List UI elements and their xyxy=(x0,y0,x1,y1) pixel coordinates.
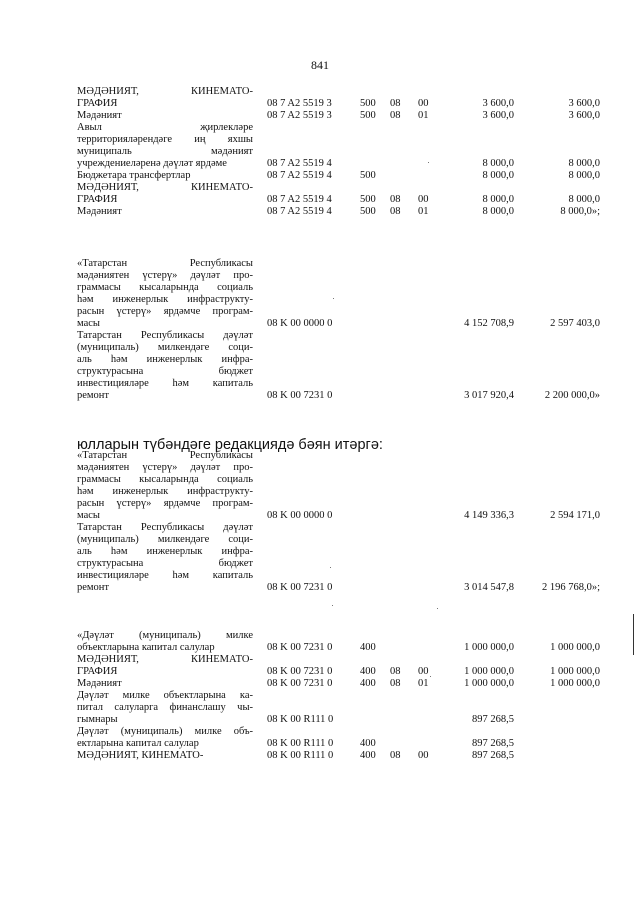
row-name-line: Татарстан Республикасы дәүләт xyxy=(77,522,253,533)
scan-speck xyxy=(428,162,429,163)
row-expense-type: 400 xyxy=(360,750,376,761)
row-expense-type: 400 xyxy=(360,678,376,689)
row-name-line: расын үстерү» ярдәмче програм- xyxy=(77,306,253,317)
row-section: 08 xyxy=(390,666,401,677)
row-name-line: (муниципаль) милкендәге соци- xyxy=(77,342,253,353)
row-name-line: Татарстан Республикасы дәүләт xyxy=(77,330,253,341)
row-name-line: учреждениеләренә дәүләт ярдәме xyxy=(77,158,227,169)
row-name-line: Авыл җирлекләре xyxy=(77,122,253,133)
row-name-line: Мәдәният xyxy=(77,206,122,217)
row-section: 08 xyxy=(390,110,401,121)
row-amount-2: 8 000,0 xyxy=(568,194,600,205)
row-name-line: МӘДӘНИЯТ, КИНЕМАТО- xyxy=(77,182,253,193)
row-name xyxy=(77,678,253,690)
row-name-line: аль һәм инженерлык инфра- xyxy=(77,546,253,557)
scan-speck xyxy=(437,608,438,609)
row-name-line: аль һәм инженерлык инфра- xyxy=(77,354,253,365)
page-number: 841 xyxy=(311,58,329,72)
row-name xyxy=(77,206,253,218)
instruction-heading: юлларын түбәндәге редакциядә бәян итәргә: xyxy=(77,437,383,453)
row-name-line: Мәдәният xyxy=(77,678,122,689)
row-name xyxy=(77,182,253,206)
table-row xyxy=(0,630,640,654)
row-expense-type: 400 xyxy=(360,738,376,749)
row-code: 08 K 00 7231 0 xyxy=(267,582,333,593)
row-name xyxy=(77,122,253,170)
row-name-line: инвестицияләре һәм капиталь xyxy=(77,570,253,581)
row-amount-1: 8 000,0 xyxy=(482,194,514,205)
row-amount-1: 3 600,0 xyxy=(482,110,514,121)
row-name xyxy=(77,450,253,522)
row-subsection: 00 xyxy=(418,98,429,109)
row-code: 08 K 00 R111 0 xyxy=(267,738,334,749)
row-amount-2: 8 000,0»; xyxy=(560,206,600,217)
row-name-line: ремонт xyxy=(77,390,110,401)
row-name-line: структурасына бюджет xyxy=(77,558,253,569)
row-name-line: мәдәниятен үстерү» дәүләт про- xyxy=(77,462,253,473)
row-name-line: Дәүләт (муниципаль) милке объ- xyxy=(77,726,253,737)
row-name-line: структурасына бюджет xyxy=(77,366,253,377)
row-name xyxy=(77,726,253,750)
row-amount-2: 2 200 000,0» xyxy=(544,390,600,401)
row-section: 08 xyxy=(390,678,401,689)
table-row xyxy=(0,110,640,122)
row-section: 08 xyxy=(390,750,401,761)
row-name-line: территорияләрендәге иң яхшы xyxy=(77,134,253,145)
row-name-line: (муниципаль) милкендәге соци- xyxy=(77,534,253,545)
table-row xyxy=(0,450,640,522)
row-subsection: 01 xyxy=(418,678,429,689)
row-name-line: һәм инженерлык инфраструкту- xyxy=(77,486,253,497)
row-code: 08 K 00 0000 0 xyxy=(267,318,333,329)
row-name-line: МӘДӘНИЯТ, КИНЕМАТО- xyxy=(77,750,204,761)
row-name-line: расын үстерү» ярдәмче програм- xyxy=(77,498,253,509)
scan-speck xyxy=(333,298,334,299)
row-amount-1: 1 000 000,0 xyxy=(464,678,514,689)
table-row xyxy=(0,330,640,402)
row-amount-1: 4 152 708,9 xyxy=(464,318,514,329)
row-name xyxy=(77,86,253,110)
row-name-line: масы xyxy=(77,510,100,521)
row-name-line: МӘДӘНИЯТ, КИНЕМАТО- xyxy=(77,654,253,665)
table-row xyxy=(0,206,640,218)
row-name xyxy=(77,330,253,402)
scan-speck xyxy=(330,567,331,568)
row-code: 08 K 00 7231 0 xyxy=(267,642,333,653)
row-code: 08 K 00 7231 0 xyxy=(267,678,333,689)
row-name xyxy=(77,170,253,182)
row-amount-2: 1 000 000,0 xyxy=(550,642,600,653)
row-subsection: 01 xyxy=(418,110,429,121)
row-code: 08 7 A2 5519 3 xyxy=(267,98,332,109)
table-row xyxy=(0,678,640,690)
table-row xyxy=(0,750,640,762)
row-section: 08 xyxy=(390,206,401,217)
row-expense-type: 500 xyxy=(360,194,376,205)
row-name-line: ГРАФИЯ xyxy=(77,98,118,109)
row-name-line: мәдәниятен үстерү» дәүләт про- xyxy=(77,270,253,281)
row-name-line: ремонт xyxy=(77,582,110,593)
table-row xyxy=(0,726,640,750)
row-name-line: «Дәүләт (муниципаль) милке xyxy=(77,630,253,641)
row-name-line: ГРАФИЯ xyxy=(77,194,118,205)
row-code: 08 K 00 0000 0 xyxy=(267,510,333,521)
row-name-line: «Татарстан Республикасы xyxy=(77,258,253,269)
scan-speck xyxy=(332,605,333,606)
row-subsection: 00 xyxy=(418,194,429,205)
row-expense-type: 400 xyxy=(360,642,376,653)
row-name-line: «Татарстан Республикасы xyxy=(77,450,253,461)
row-name xyxy=(77,258,253,330)
row-subsection: 01 xyxy=(418,206,429,217)
row-name-line: инвестицияләре һәм капиталь xyxy=(77,378,253,389)
row-name-line: ектларына капитал салулар xyxy=(77,738,199,749)
row-amount-2: 2 196 768,0»; xyxy=(541,582,600,593)
row-amount-1: 8 000,0 xyxy=(482,158,514,169)
row-amount-1: 3 014 547,8 xyxy=(464,582,514,593)
row-amount-2: 2 594 171,0 xyxy=(550,510,600,521)
row-code: 08 K 00 7231 0 xyxy=(267,390,333,401)
row-expense-type: 500 xyxy=(360,206,376,217)
row-expense-type: 400 xyxy=(360,666,376,677)
row-amount-1: 897 268,5 xyxy=(472,714,514,725)
row-amount-1: 1 000 000,0 xyxy=(464,666,514,677)
row-name-line: граммасы кысаларында социаль xyxy=(77,474,253,485)
row-expense-type: 500 xyxy=(360,170,376,181)
row-name xyxy=(77,750,253,762)
row-name-line: Дәүләт милке объектларына ка- xyxy=(77,690,253,701)
row-amount-2: 3 600,0 xyxy=(568,98,600,109)
row-name-line: муниципаль мәдәният xyxy=(77,146,253,157)
row-name-line: гымнары xyxy=(77,714,118,725)
row-name-line: МӘДӘНИЯТ, КИНЕМАТО- xyxy=(77,86,253,97)
row-name-line: Бюджетара трансфертлар xyxy=(77,170,191,181)
row-code: 08 7 A2 5519 4 xyxy=(267,194,332,205)
row-amount-2: 1 000 000,0 xyxy=(550,678,600,689)
row-name xyxy=(77,630,253,654)
row-name-line: һәм инженерлык инфраструкту- xyxy=(77,294,253,305)
row-amount-1: 3 600,0 xyxy=(482,98,514,109)
row-name-line: ГРАФИЯ xyxy=(77,666,118,677)
scan-speck xyxy=(430,676,431,677)
row-name xyxy=(77,110,253,122)
row-name-line: Мәдәният xyxy=(77,110,122,121)
row-code: 08 7 A2 5519 4 xyxy=(267,206,332,217)
row-amount-2: 2 597 403,0 xyxy=(550,318,600,329)
table-row xyxy=(0,258,640,330)
row-amount-1: 8 000,0 xyxy=(482,206,514,217)
row-name-line: питал салуларга финанслашу чы- xyxy=(77,702,253,713)
row-code: 08 7 A2 5519 3 xyxy=(267,110,332,121)
row-name-line: граммасы кысаларында социаль xyxy=(77,282,253,293)
row-name xyxy=(77,690,253,726)
row-code: 08 7 A2 5519 4 xyxy=(267,170,332,181)
row-amount-1: 897 268,5 xyxy=(472,738,514,749)
row-code: 08 7 A2 5519 4 xyxy=(267,158,332,169)
row-amount-1: 4 149 336,3 xyxy=(464,510,514,521)
table-row xyxy=(0,122,640,170)
table-row xyxy=(0,522,640,594)
row-amount-2: 8 000,0 xyxy=(568,170,600,181)
row-code: 08 K 00 7231 0 xyxy=(267,666,333,677)
row-amount-1: 1 000 000,0 xyxy=(464,642,514,653)
table-row xyxy=(0,170,640,182)
row-subsection: 00 xyxy=(418,666,429,677)
row-amount-1: 3 017 920,4 xyxy=(464,390,514,401)
row-amount-2: 1 000 000,0 xyxy=(550,666,600,677)
row-name-line: масы xyxy=(77,318,100,329)
row-amount-1: 897 268,5 xyxy=(472,750,514,761)
row-section: 08 xyxy=(390,98,401,109)
row-code: 08 K 00 R111 0 xyxy=(267,714,334,725)
row-subsection: 00 xyxy=(418,750,429,761)
row-amount-2: 3 600,0 xyxy=(568,110,600,121)
row-name-line: объектларына капитал салулар xyxy=(77,642,215,653)
row-name xyxy=(77,654,253,678)
row-amount-2: 8 000,0 xyxy=(568,158,600,169)
row-amount-1: 8 000,0 xyxy=(482,170,514,181)
row-name xyxy=(77,522,253,594)
row-expense-type: 500 xyxy=(360,110,376,121)
table-row xyxy=(0,182,640,206)
row-code: 08 K 00 R111 0 xyxy=(267,750,334,761)
row-expense-type: 500 xyxy=(360,98,376,109)
table-row xyxy=(0,654,640,678)
table-row xyxy=(0,86,640,110)
table-row xyxy=(0,690,640,726)
margin-mark xyxy=(633,614,634,655)
row-section: 08 xyxy=(390,194,401,205)
